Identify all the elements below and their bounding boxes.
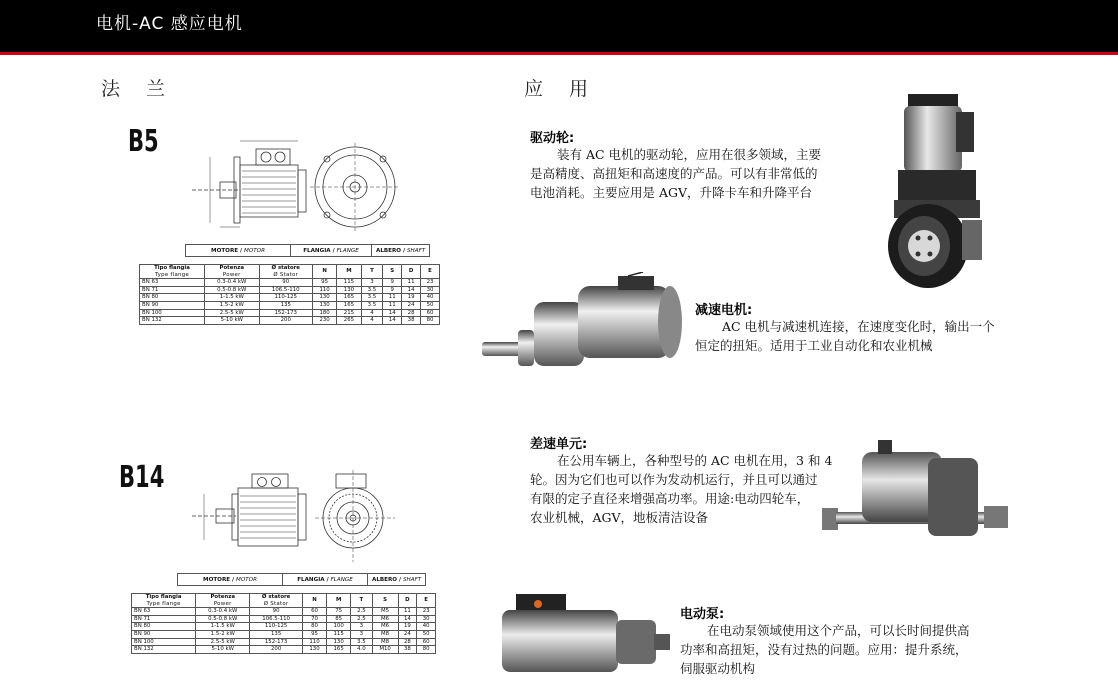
table-cell: 2.5 [351, 608, 372, 616]
table-cell: 90 [250, 608, 303, 616]
drive-wheel-image [878, 88, 993, 288]
table-row [132, 623, 436, 631]
table-cell: 2.5 [351, 615, 372, 623]
table-cell: 4 [361, 317, 383, 325]
table-cell: 24 [398, 630, 417, 638]
table-cell: BN 80 [140, 294, 205, 302]
table-cell: M6 [372, 615, 398, 623]
table-row [132, 638, 436, 646]
table-cell: BN 132 [140, 317, 205, 325]
electric-pump-image [498, 590, 673, 686]
table-cell: 3.5 [361, 286, 383, 294]
table-cell: 110-125 [250, 623, 303, 631]
table-cell: BN 132 [132, 646, 196, 654]
table-cell: 50 [421, 301, 440, 309]
table-cell: 60 [302, 608, 326, 616]
flange-code-b14: B14 [119, 460, 165, 495]
table-cell: 130 [302, 646, 326, 654]
table-cell: 14 [398, 615, 417, 623]
app-title-gear-motor: 减速电机: [695, 303, 753, 318]
table-cell: 23 [417, 608, 436, 616]
app-title-differential: 差速单元: [530, 437, 588, 452]
table-cell: 23 [421, 279, 440, 287]
b5-technical-drawing [190, 135, 440, 235]
col-power: Potenza Power [196, 594, 250, 608]
table-cell: 200 [259, 317, 312, 325]
table-cell: 19 [398, 623, 417, 631]
table-cell: 80 [421, 317, 440, 325]
table-cell: 2.5-5 kW [204, 309, 259, 317]
table-cell: 130 [312, 294, 336, 302]
table-cell: 5-10 kW [196, 646, 250, 654]
table-cell: 60 [421, 309, 440, 317]
table-row [132, 646, 436, 654]
table-cell: 135 [259, 301, 312, 309]
table-cell: 100 [327, 623, 351, 631]
table-cell: 3.5 [361, 301, 383, 309]
table-cell: 1.5-2 kW [196, 630, 250, 638]
table-cell: 28 [402, 309, 421, 317]
b5-table-body [140, 279, 440, 325]
table-cell: 2.5-5 kW [196, 638, 250, 646]
table-cell: 11 [402, 279, 421, 287]
table-cell: 115 [327, 630, 351, 638]
table-cell: 60 [417, 638, 436, 646]
table-cell: 165 [327, 646, 351, 654]
col-stator: Ø statore Ø Stator [259, 265, 312, 279]
table-cell: 40 [421, 294, 440, 302]
app-title-drive-wheel: 驱动轮: [530, 131, 575, 146]
table-cell: 90 [259, 279, 312, 287]
table-cell: 0.3-0.4 kW [196, 608, 250, 616]
table-cell: 215 [337, 309, 361, 317]
table-cell: BN 71 [132, 615, 196, 623]
table-cell: 70 [302, 615, 326, 623]
col-type: Tipo flangia Type flange [132, 594, 196, 608]
table-cell: 14 [402, 286, 421, 294]
table-cell: BN 71 [140, 286, 205, 294]
table-cell: BN 100 [132, 638, 196, 646]
table-cell: 165 [337, 301, 361, 309]
table-cell: 85 [327, 615, 351, 623]
table-row [132, 630, 436, 638]
table-cell: 40 [417, 623, 436, 631]
table-cell: 30 [421, 286, 440, 294]
table-cell: 9 [383, 286, 402, 294]
b14-spec-table: Tipo flangia Type flange Potenza Power Ø statore Ø Stator N M T S D E BN 63 0.3-0.4 kW 90 60 75 2.5 M5 11 23 BN 71 0.5-0.8 kW 106.5-110 70 85 2.5 M6 14 30 BN 80 1-1.5 kW 110-125 80 100 3 M6 19 40 BN 90 1.5-2 kW 135 95 115 3 M8 24 50 BN 100 2.5-5 kW 152-173 110 130 3.5 M8 28 60 BN 132 5-10 kW 200 130 165 4.0 M10 38 80 [131, 593, 436, 654]
table-cell: 11 [383, 294, 402, 302]
table-cell: 19 [402, 294, 421, 302]
table-cell: 5-10 kW [204, 317, 259, 325]
table-cell: BN 90 [140, 301, 205, 309]
table-cell: 4 [361, 309, 383, 317]
table-cell: 1.5-2 kW [204, 301, 259, 309]
table-cell: 3 [351, 630, 372, 638]
table-cell: BN 63 [132, 608, 196, 616]
table-cell: 110 [302, 638, 326, 646]
header-bar [0, 0, 1118, 52]
col-stator: Ø statore Ø Stator [250, 594, 303, 608]
table-cell: M6 [372, 623, 398, 631]
app-title-pump: 电动泵: [680, 607, 725, 622]
table-cell: 50 [417, 630, 436, 638]
table-cell: 115 [337, 279, 361, 287]
header-red-rule [0, 52, 1118, 55]
app-text-gear-motor: AC 电机与减速机连接，在速度变化时，输出一个 恒定的扭矩。适用于工业自动化和农业机械 [695, 319, 995, 353]
table-cell: 165 [337, 294, 361, 302]
differential-unit-image [818, 438, 1018, 550]
table-cell: 80 [302, 623, 326, 631]
table-cell: 11 [383, 301, 402, 309]
table-cell: 110 [312, 286, 336, 294]
table-cell: 1-1.5 kW [204, 294, 259, 302]
table-row [140, 279, 440, 287]
table-cell: M8 [372, 638, 398, 646]
b14-table-body [132, 608, 436, 654]
table-cell: 3.5 [361, 294, 383, 302]
table-cell: 0.5-0.8 kW [196, 615, 250, 623]
table-cell: BN 100 [140, 309, 205, 317]
table-cell: 106.5-110 [250, 615, 303, 623]
table-row [132, 608, 436, 616]
table-cell: 9 [383, 279, 402, 287]
table-cell: BN 90 [132, 630, 196, 638]
table-cell: 38 [402, 317, 421, 325]
table-cell: 3 [361, 279, 383, 287]
table-row [140, 309, 440, 317]
table-cell: 265 [337, 317, 361, 325]
table-cell: BN 63 [140, 279, 205, 287]
table-cell: 28 [398, 638, 417, 646]
table-cell: 0.3-0.4 kW [204, 279, 259, 287]
table-row [140, 294, 440, 302]
table-cell: 38 [398, 646, 417, 654]
table-cell: 110-125 [259, 294, 312, 302]
table-row [132, 615, 436, 623]
table-cell: 1-1.5 kW [196, 623, 250, 631]
col-type: Tipo flangia Type flange [140, 265, 205, 279]
b5-spec-table: Tipo flangia Type flange Potenza Power Ø statore Ø Stator N M T S D E BN 63 0.3-0.4 kW 90 95 115 3 9 11 23 BN 71 0.5-0.8 kW 106.5-110 110 130 3.5 9 14 30 BN 80 1-1.5 kW 110-125 130 165 3.5 11 19 40 BN 90 1.5-2 kW 135 130 165 3.5 11 24 50 BN 100 2.5-5 kW 152-173 180 215 4 14 28 60 BN 132 5-10 kW 200 230 265 4 14 38 80 [139, 264, 440, 325]
table-row [140, 317, 440, 325]
table-cell: M8 [372, 630, 398, 638]
table-cell: 95 [312, 279, 336, 287]
table-cell: 130 [327, 638, 351, 646]
b5-column-band: MOTORE / MOTOR FLANGIA / FLANGE ALBERO / SHAFT [185, 244, 430, 257]
table-cell: 152-173 [259, 309, 312, 317]
table-cell: 75 [327, 608, 351, 616]
table-cell: 3.5 [351, 638, 372, 646]
table-cell: 130 [312, 301, 336, 309]
section-title-flange: 法 兰 [101, 78, 176, 100]
app-text-drive-wheel: 装有 AC 电机的驱动轮，应用在很多领域，主要 是高精度、高扭矩和高速度的产品。可以有非常低的 电池消耗。主要应用是 AGV，升降卡车和升降平台 [530, 147, 822, 200]
table-cell: 14 [383, 317, 402, 325]
app-text-differential: 在公用车辆上，各种型号的 AC 电机在用，3 和 4 轮。因为它们也可以作为发动机运行，并且可以通过 有限的定子直径来增强高功率。用途:电动四轮车， 农业机械，AGV，地板清洁设备 [530, 453, 833, 525]
table-cell: BN 80 [132, 623, 196, 631]
table-row [140, 286, 440, 294]
page-title: 电机-AC 感应电机 [96, 14, 243, 34]
table-cell: 0.5-0.8 kW [204, 286, 259, 294]
table-cell: 180 [312, 309, 336, 317]
table-cell: 135 [250, 630, 303, 638]
table-cell: 4.0 [351, 646, 372, 654]
table-cell: M5 [372, 608, 398, 616]
table-cell: 24 [402, 301, 421, 309]
section-title-application: 应 用 [524, 78, 599, 100]
table-cell: 200 [250, 646, 303, 654]
table-cell: 14 [383, 309, 402, 317]
gear-motor-image [478, 272, 693, 376]
table-cell: 230 [312, 317, 336, 325]
b14-technical-drawing [190, 466, 440, 566]
flange-code-b5: B5 [128, 124, 159, 159]
table-cell: 3 [351, 623, 372, 631]
table-cell: 130 [337, 286, 361, 294]
b14-column-band: MOTORE / MOTOR FLANGIA / FLANGE ALBERO / SHAFT [177, 573, 426, 586]
app-text-pump: 在电动泵领域使用这个产品，可以长时间提供高 功率和高扭矩，没有过热的问题。应用：提升系统， 伺服驱动机构 [680, 623, 970, 676]
table-cell: M10 [372, 646, 398, 654]
table-row [140, 301, 440, 309]
table-cell: 11 [398, 608, 417, 616]
table-cell: 106.5-110 [259, 286, 312, 294]
table-cell: 152-173 [250, 638, 303, 646]
col-power: Potenza Power [204, 265, 259, 279]
table-cell: 30 [417, 615, 436, 623]
table-cell: 95 [302, 630, 326, 638]
table-cell: 80 [417, 646, 436, 654]
